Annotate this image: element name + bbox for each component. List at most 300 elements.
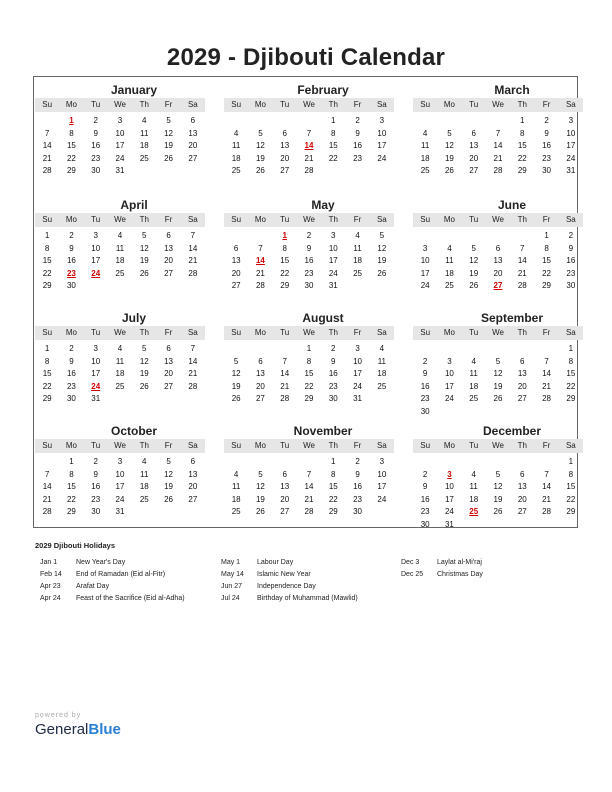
day-cell: 3	[93, 344, 98, 353]
day-cell: 28	[42, 507, 52, 516]
day-cell: 27	[280, 166, 290, 175]
month-march	[413, 82, 583, 178]
weekday-label: Fr	[164, 215, 173, 224]
day-cell: 21	[517, 268, 527, 278]
weekday-label: Mo	[65, 215, 77, 224]
day-cell: 27	[469, 166, 479, 175]
empty-cell	[437, 230, 461, 243]
weekday-label: We	[303, 328, 315, 337]
day-cell: 23	[420, 507, 430, 516]
day-cell: 17	[91, 369, 101, 378]
weekday-label: Mo	[254, 441, 266, 450]
month-name: August	[302, 311, 344, 325]
weekday-label: Su	[420, 100, 431, 109]
day-cell: 17	[91, 256, 101, 265]
empty-cell	[248, 456, 272, 469]
day-grid	[413, 456, 583, 531]
day-cell: 5	[233, 356, 239, 366]
weekday-label: Mo	[443, 328, 455, 337]
day-cell: 1	[44, 231, 50, 240]
day-cell: 5	[142, 231, 147, 240]
day-cell: 11	[115, 356, 125, 366]
day-cell: 27	[164, 381, 174, 391]
day-cell: 30	[304, 281, 314, 290]
empty-cell	[462, 343, 486, 356]
day-cell: 13	[280, 482, 290, 491]
day-cell: 23	[304, 268, 314, 278]
day-cell: 27	[164, 268, 174, 278]
day-grid	[413, 115, 583, 178]
weekday-header	[413, 98, 583, 112]
day-cell: 12	[493, 482, 503, 491]
weekday-label: Fr	[164, 441, 173, 450]
day-cell: 24	[115, 494, 125, 504]
day-cell: 15	[66, 482, 76, 491]
day-cell: 26	[493, 507, 503, 516]
day-cell: 14	[493, 141, 503, 150]
day-cell: 29	[42, 281, 52, 290]
month-may	[224, 197, 394, 293]
day-cell: 29	[566, 394, 576, 403]
holiday-row	[40, 559, 185, 571]
empty-cell	[437, 456, 461, 469]
empty-cell	[273, 115, 297, 128]
holiday-name: Independence Day	[257, 583, 316, 590]
day-cell: 3	[117, 457, 123, 466]
day-cell: 29	[66, 507, 76, 516]
day-cell: 9	[422, 369, 428, 378]
day-cell: 11	[469, 369, 478, 378]
day-cell: 10	[91, 243, 101, 253]
day-cell: 5	[379, 231, 385, 240]
day-cell: 9	[69, 243, 74, 253]
day-cell: 11	[140, 128, 149, 138]
day-cell: 15	[280, 256, 290, 265]
day-cell: 15	[517, 141, 527, 150]
day-cell: 16	[91, 482, 101, 491]
day-cell: 24	[328, 268, 338, 278]
day-cell: 8	[44, 243, 50, 253]
day-cell: 4	[355, 231, 360, 240]
day-cell: 17	[353, 369, 363, 378]
day-cell: 27	[517, 394, 527, 403]
weekday-header	[35, 213, 205, 227]
weekday-label: Su	[231, 328, 242, 337]
day-cell: 3	[422, 243, 428, 253]
weekday-header	[413, 213, 583, 227]
empty-cell	[486, 115, 510, 128]
day-cell: 18	[231, 494, 241, 504]
day-cell: 6	[520, 469, 525, 479]
holiday-day-cell: 14	[304, 141, 314, 150]
day-cell: 13	[255, 369, 265, 378]
weekday-label: Mo	[254, 215, 266, 224]
day-cell: 17	[444, 381, 454, 391]
day-cell: 26	[164, 153, 174, 163]
day-cell: 16	[66, 369, 76, 378]
day-cell: 22	[542, 268, 552, 278]
day-cell: 16	[66, 256, 76, 265]
day-cell: 14	[42, 141, 52, 150]
holiday-date: May 14	[221, 571, 244, 578]
weekday-label: We	[114, 215, 126, 224]
day-cell: 13	[188, 128, 198, 138]
weekday-label: Su	[42, 100, 53, 109]
empty-cell	[437, 343, 461, 356]
day-cell: 12	[139, 356, 149, 366]
weekday-label: Tu	[469, 328, 479, 337]
day-cell: 25	[420, 166, 430, 175]
day-cell: 19	[444, 153, 454, 163]
weekday-label: Tu	[91, 328, 101, 337]
day-cell: 13	[469, 141, 479, 150]
powered-by-text: powered by	[35, 712, 82, 719]
day-cell: 16	[353, 482, 363, 491]
month-october	[35, 423, 205, 519]
holiday-name: Arafat Day	[76, 583, 110, 590]
empty-cell	[510, 343, 534, 356]
day-cell: 31	[91, 394, 101, 403]
month-february	[224, 82, 394, 178]
day-cell: 21	[542, 494, 552, 504]
day-cell: 25	[231, 507, 241, 516]
day-grid	[413, 230, 583, 293]
weekday-label: Th	[517, 441, 527, 450]
day-cell: 17	[420, 268, 430, 278]
day-cell: 8	[69, 469, 74, 479]
day-cell: 10	[91, 356, 101, 366]
day-cell: 4	[233, 128, 239, 138]
holidays-title: 2029 Djibouti Holidays	[35, 541, 116, 550]
day-cell: 25	[115, 268, 125, 278]
day-cell: 16	[542, 141, 552, 150]
day-cell: 26	[139, 268, 149, 278]
day-cell: 3	[379, 457, 385, 466]
empty-cell	[224, 343, 248, 356]
day-cell: 4	[117, 231, 123, 240]
day-cell: 17	[115, 141, 125, 150]
day-cell: 7	[190, 344, 196, 353]
day-cell: 2	[422, 469, 428, 479]
weekday-header	[35, 98, 205, 112]
day-cell: 2	[306, 231, 312, 240]
day-cell: 17	[566, 141, 576, 150]
day-cell: 30	[542, 166, 552, 175]
weekday-label: We	[114, 100, 126, 109]
day-cell: 1	[568, 344, 574, 353]
day-cell: 11	[140, 469, 149, 479]
day-cell: 5	[471, 243, 476, 253]
weekday-label: Su	[231, 441, 242, 450]
holiday-date: May 1	[221, 559, 241, 566]
day-cell: 20	[255, 381, 265, 391]
day-cell: 8	[568, 356, 574, 366]
day-cell: 3	[355, 344, 360, 353]
weekday-label: Tu	[469, 441, 479, 450]
day-cell: 29	[66, 166, 76, 175]
day-cell: 8	[331, 469, 336, 479]
day-cell: 9	[422, 482, 428, 491]
day-cell: 6	[258, 356, 263, 366]
day-cell: 21	[542, 381, 552, 391]
day-cell: 3	[379, 116, 385, 125]
month-name: January	[110, 83, 158, 97]
day-cell: 2	[355, 116, 360, 125]
weekday-label: Sa	[187, 100, 198, 109]
day-cell: 28	[304, 507, 314, 516]
day-cell: 3	[117, 116, 123, 125]
empty-cell	[224, 230, 248, 243]
day-cell: 14	[188, 356, 198, 366]
day-cell: 25	[139, 153, 149, 163]
day-cell: 10	[444, 369, 454, 378]
weekday-label: Su	[42, 441, 53, 450]
day-cell: 12	[139, 243, 149, 253]
weekday-label: We	[303, 441, 315, 450]
day-cell: 15	[66, 141, 76, 150]
holiday-name: Christmas Day	[437, 571, 483, 578]
weekday-label: Th	[139, 441, 149, 450]
holiday-day-cell: 27	[493, 281, 503, 290]
day-cell: 22	[66, 153, 76, 163]
day-cell: 20	[469, 153, 479, 163]
day-cell: 5	[495, 469, 501, 479]
weekday-header	[35, 326, 205, 340]
holiday-day-cell: 23	[66, 268, 76, 278]
day-cell: 4	[379, 344, 385, 353]
day-cell: 4	[233, 469, 239, 479]
day-cell: 2	[355, 457, 360, 466]
day-cell: 10	[377, 128, 387, 138]
weekday-header	[224, 98, 394, 112]
empty-cell	[224, 115, 248, 128]
day-cell: 26	[377, 268, 387, 278]
month-november	[224, 423, 394, 519]
day-cell: 20	[164, 369, 174, 378]
weekday-label: Tu	[91, 215, 101, 224]
day-cell: 18	[469, 381, 479, 391]
day-cell: 15	[42, 256, 52, 265]
day-cell: 30	[420, 519, 430, 529]
holiday-date: Dec 3	[401, 559, 420, 566]
day-cell: 28	[542, 507, 552, 516]
day-cell: 19	[493, 494, 503, 504]
day-cell: 12	[469, 256, 479, 265]
day-cell: 6	[166, 344, 171, 353]
weekday-header	[224, 439, 394, 453]
day-cell: 20	[493, 268, 503, 278]
day-cell: 13	[188, 469, 198, 479]
day-cell: 21	[255, 268, 265, 278]
day-grid	[35, 456, 205, 519]
day-cell: 27	[255, 394, 265, 403]
day-cell: 6	[190, 116, 196, 125]
day-cell: 7	[258, 243, 263, 253]
day-cell: 14	[42, 482, 52, 491]
day-cell: 1	[69, 457, 74, 466]
month-name: September	[480, 311, 544, 325]
weekday-label: Sa	[565, 441, 576, 450]
day-cell: 20	[188, 482, 198, 491]
day-cell: 23	[566, 268, 576, 278]
day-cell: 19	[377, 256, 387, 265]
day-cell: 12	[377, 243, 387, 253]
day-cell: 22	[66, 494, 76, 504]
holiday-day-cell: 14	[255, 256, 265, 265]
weekday-label: Sa	[376, 328, 387, 337]
empty-cell	[510, 456, 534, 469]
day-cell: 8	[568, 469, 574, 479]
day-cell: 9	[331, 356, 336, 366]
day-cell: 9	[355, 469, 360, 479]
day-cell: 5	[166, 116, 171, 125]
month-july	[35, 310, 205, 406]
holiday-row	[401, 559, 483, 571]
day-cell: 13	[517, 369, 527, 378]
weekday-header	[413, 326, 583, 340]
day-cell: 26	[444, 166, 454, 175]
day-cell: 2	[93, 116, 98, 125]
day-cell: 21	[188, 256, 198, 265]
weekday-label: Sa	[376, 100, 387, 109]
day-cell: 18	[353, 256, 363, 265]
weekday-label: We	[114, 328, 126, 337]
empty-cell	[486, 343, 510, 356]
holiday-name: End of Ramadan (Eid al-Fitr)	[76, 571, 166, 578]
weekday-label: Fr	[353, 215, 362, 224]
day-cell: 20	[517, 381, 527, 391]
day-cell: 1	[568, 457, 574, 466]
day-cell: 7	[44, 469, 50, 479]
day-cell: 30	[66, 394, 76, 403]
day-cell: 1	[306, 344, 312, 353]
holiday-day-cell: 1	[69, 116, 74, 125]
day-grid	[224, 230, 394, 293]
month-name: October	[110, 424, 157, 438]
day-cell: 22	[42, 381, 52, 391]
holiday-row	[40, 571, 185, 583]
empty-cell	[297, 456, 321, 469]
day-cell: 29	[328, 507, 338, 516]
day-cell: 19	[493, 381, 503, 391]
day-grid	[224, 343, 394, 406]
empty-cell	[534, 343, 558, 356]
day-cell: 9	[568, 243, 574, 253]
day-cell: 22	[280, 268, 290, 278]
weekday-label: Th	[328, 215, 338, 224]
holiday-date: Apr 23	[40, 583, 61, 590]
day-cell: 31	[115, 507, 125, 516]
day-cell: 20	[280, 153, 290, 163]
empty-cell	[297, 115, 321, 128]
day-cell: 24	[444, 507, 454, 516]
day-cell: 31	[115, 166, 125, 175]
day-cell: 25	[469, 394, 479, 403]
weekday-label: Su	[231, 100, 242, 109]
weekday-label: Mo	[65, 441, 77, 450]
month-january	[35, 82, 205, 178]
day-cell: 2	[568, 231, 574, 240]
day-cell: 16	[91, 141, 101, 150]
day-cell: 28	[493, 166, 503, 175]
day-grid	[35, 343, 205, 406]
day-cell: 24	[566, 153, 576, 163]
day-cell: 12	[231, 369, 241, 378]
day-cell: 19	[164, 482, 174, 491]
day-cell: 20	[188, 141, 198, 150]
day-cell: 18	[444, 268, 454, 278]
day-cell: 19	[164, 141, 174, 150]
day-cell: 15	[566, 369, 576, 378]
weekday-label: We	[303, 100, 315, 109]
holiday-column	[401, 559, 483, 583]
day-cell: 12	[255, 482, 265, 491]
weekday-label: Sa	[187, 215, 198, 224]
day-cell: 28	[542, 394, 552, 403]
day-cell: 17	[115, 482, 125, 491]
month-name: December	[482, 424, 542, 438]
day-cell: 7	[306, 469, 312, 479]
day-cell: 16	[353, 141, 363, 150]
day-cell: 12	[164, 469, 174, 479]
empty-cell	[486, 456, 510, 469]
day-cell: 13	[517, 482, 527, 491]
day-cell: 8	[306, 356, 312, 366]
holiday-column	[221, 559, 358, 607]
day-cell: 7	[306, 128, 312, 138]
holiday-row	[221, 595, 358, 607]
brand-logo[interactable]	[35, 712, 121, 738]
day-cell: 4	[471, 469, 476, 479]
day-cell: 29	[517, 166, 527, 175]
month-september	[413, 310, 583, 418]
day-cell: 4	[142, 116, 147, 125]
empty-cell	[413, 343, 437, 356]
month-june	[413, 197, 583, 293]
day-cell: 17	[377, 482, 387, 491]
weekday-label: Sa	[565, 215, 576, 224]
weekday-label: Sa	[376, 441, 387, 450]
day-cell: 12	[255, 141, 265, 150]
day-cell: 13	[280, 141, 290, 150]
day-cell: 11	[353, 243, 362, 253]
day-cell: 23	[91, 153, 101, 163]
weekday-label: Su	[420, 328, 431, 337]
day-cell: 26	[164, 494, 174, 504]
day-cell: 4	[117, 344, 123, 353]
day-cell: 18	[115, 369, 125, 378]
weekday-label: Sa	[187, 441, 198, 450]
weekday-label: We	[492, 100, 504, 109]
brand-general: General	[35, 721, 89, 738]
day-cell: 9	[355, 128, 360, 138]
day-cell: 4	[471, 356, 476, 366]
day-cell: 23	[66, 381, 76, 391]
weekday-label: Th	[139, 100, 149, 109]
empty-cell	[413, 230, 437, 243]
empty-cell	[273, 456, 297, 469]
weekday-label: Sa	[376, 215, 387, 224]
holiday-date: Jun 27	[221, 583, 243, 590]
day-cell: 18	[231, 153, 241, 163]
day-cell: 2	[331, 344, 336, 353]
empty-cell	[486, 230, 510, 243]
day-cell: 8	[282, 243, 287, 253]
day-cell: 25	[377, 381, 387, 391]
empty-cell	[273, 343, 297, 356]
empty-cell	[437, 115, 461, 128]
page-title: 2029 - Djibouti Calendar	[166, 44, 446, 71]
